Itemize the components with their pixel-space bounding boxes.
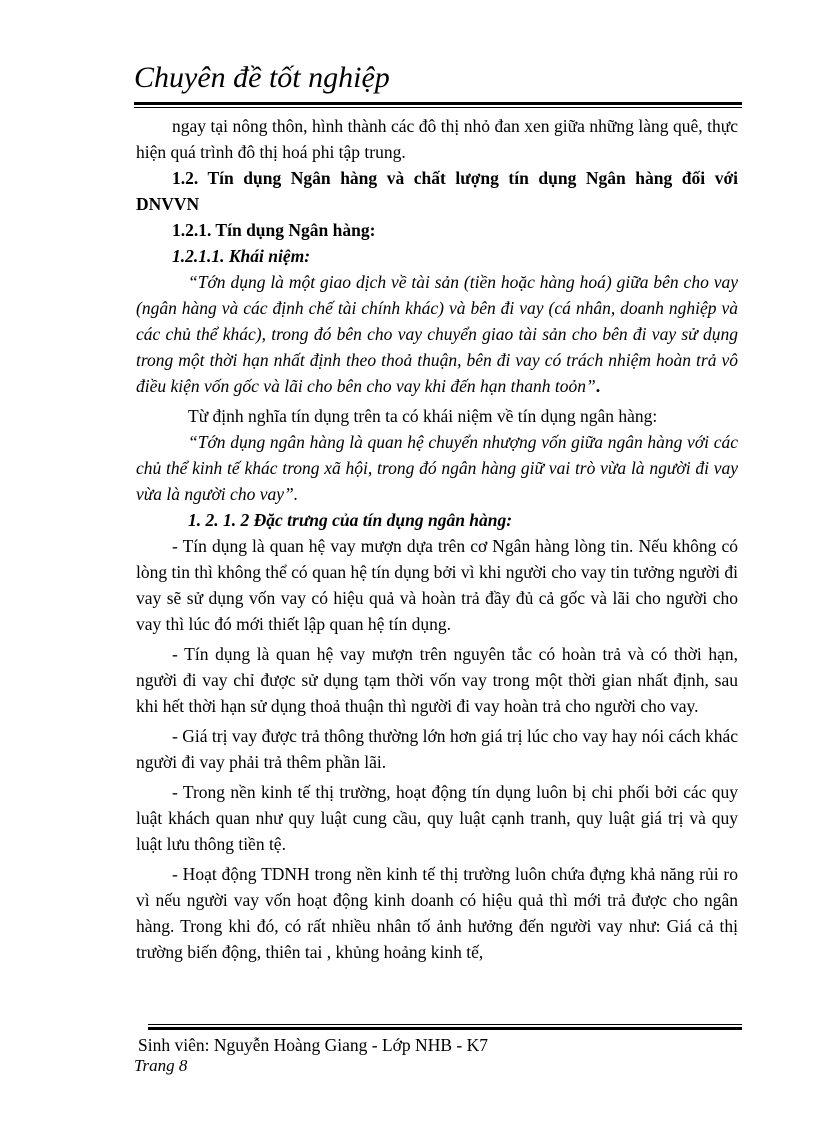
quote-credit-definition-text: “Tớn dụng là một giao dịch về tài sản (tiền hoặc hàng hoá) giữa bên cho vay (ngân hàng và các định chế tài chính khác) và bên đi vay (cá nhân, doanh nghiệp và các chủ thể khác), trong đó bên cho vay chuyển giao tài sản cho bên đi vay sử dụng trong một thời hạn nhất định theo thoả thuận, bên đi vay có trách nhiệm hoàn trả vô điều kiện vốn gốc và lãi cho bên cho vay khi đến hạn thanh toỏn”	[136, 272, 738, 396]
heading-section-1-2-1: 1.2.1. Tín dụng Ngân hàng:	[172, 220, 376, 240]
heading-section-1-2: 1.2. Tín dụng Ngân hàng và chất lượng tín dụng Ngân hàng đối với DNVVN	[136, 168, 738, 214]
footer-rule-thick	[148, 1027, 742, 1030]
bullet-item: - Trong nền kinh tế thị trường, hoạt động tín dụng luôn bị chi phối bởi các quy luật khách quan như quy luật cung cầu, quy luật cạnh tranh, quy luật giá trị và quy luật lưu thông tiền tệ.	[136, 782, 738, 854]
bullet-item: - Hoạt động TDNH trong nền kinh tế thị trường luôn chứa đựng khả năng rủi ro vì nếu người vay vốn hoạt động kinh doanh có hiệu quả thì mới trả được cho ngân hàng. Trong khi đó, có rất nhiều nhân tố ảnh hưởng đến người vay như: Giá cả thị trường biến động, thiên tai , khủng hoảng kinh tế,	[136, 864, 738, 962]
page-header-title: Chuyên đề tốt nghiệp	[134, 61, 390, 94]
bullet-item: - Tín dụng là quan hệ vay mượn trên nguyên tắc có hoàn trả và có thời hạn, người đi vay chỉ được sử dụng tạm thời vốn vay trong một thời gian nhất định, sau khi hết thời hạn sử dụng thoả thuận thì người đi vay hoàn trả cho người cho vay.	[136, 644, 738, 716]
paragraph-intro: ngay tại nông thôn, hình thành các đô thị nhỏ đan xen giữa những làng quê, thực hiện quá trình đô thị hoá phi tập trung.	[136, 116, 738, 162]
footer-rule-thin	[148, 1024, 742, 1025]
header-rule-thin	[134, 107, 742, 108]
header-rule-thick	[134, 102, 742, 105]
bullet-item: - Tín dụng là quan hệ vay mượn dựa trên cơ Ngân hàng lòng tin. Nếu không có lòng tin thì không thể có quan hệ tín dụng bởi vì khi người cho vay tin tưởng người đi vay sẽ sử dụng vốn vay có hiệu quả và hoàn trả đầy đủ cả gốc và lãi cho người cho vay thì lúc đó mới thiết lập quan hệ tín dụng.	[136, 536, 738, 634]
footer-student-info: Sinh viên: Nguyễn Hoàng Giang - Lớp NHB - K7	[138, 1035, 488, 1055]
document-body	[136, 113, 738, 965]
quote-credit-definition	[136, 269, 738, 399]
footer-page-number: Trang 8	[134, 1056, 188, 1075]
bullet-item: - Giá trị vay được trả thông thường lớn hơn giá trị lúc cho vay hay nói cách khác người đi vay phải trả thêm phần lãi.	[136, 726, 738, 772]
quote-credit-definition-period: .	[595, 376, 601, 396]
heading-section-1-2-1-1: 1.2.1.1. Khái niệm:	[172, 246, 311, 266]
quote-bank-credit-definition: “Tớn dụng ngân hàng là quan hệ chuyển nhượng vốn giữa ngân hàng với các chủ thể kinh tế khác trong xã hội, trong đó ngân hàng giữ vai trò vừa là người đi vay vừa là người cho vay”.	[136, 432, 738, 504]
heading-section-1-2-1-2: 1. 2. 1. 2 Đặc trưng của tín dụng ngân hàng:	[188, 510, 513, 530]
paragraph-definition: Từ định nghĩa tín dụng trên ta có khái niệm về tín dụng ngân hàng:	[188, 406, 658, 426]
